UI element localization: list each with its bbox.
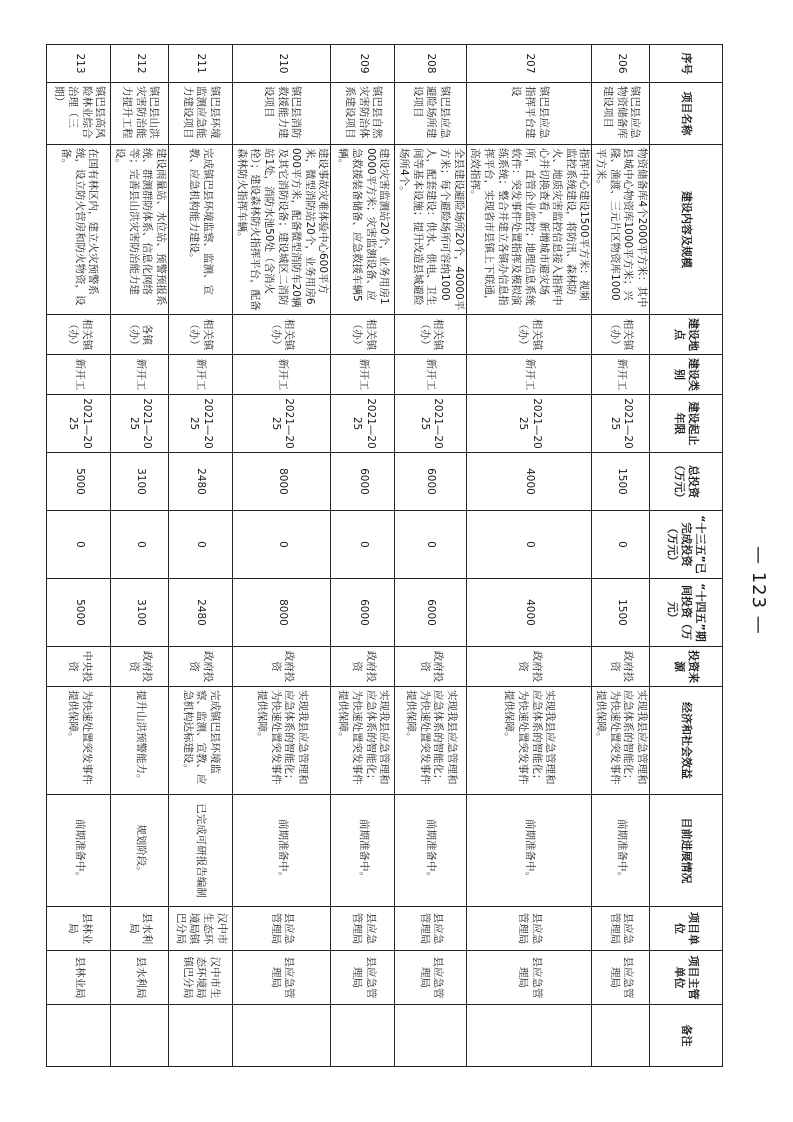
cell-plan14: 6000: [395, 579, 466, 647]
header-done13: “十三五”已完成投资（万元）: [650, 511, 723, 579]
cell-period: 2021—2025: [466, 395, 592, 453]
cell-content: 建设事故灾难体验中心600平方米，微型消防站20个，业务用房6000平方米，配备微型消防车20辆及其它消防设备；建设城区二消防站1处，消防水池50处（含消火栓）；建设森林防火指挥平台，配备森林防火指挥车辆。: [232, 145, 330, 315]
rotated-table-container: [53, 44, 723, 1066]
header-progress: 目前进展情况: [650, 795, 723, 907]
cell-unit: 县应急管理局: [331, 907, 395, 951]
cell-done13: 0: [395, 511, 466, 579]
cell-name: 镇巴县消防救援能力建设项目: [232, 83, 330, 145]
cell-unit: 县应急管理局: [395, 907, 466, 951]
cell-benefit: 实现我县应急管理和应急体系的智能化；为快速处置突发事件提供保障。: [592, 687, 650, 795]
cell-seq: 211: [168, 45, 232, 83]
header-location: 建设地点: [650, 315, 723, 355]
cell-name: 镇巴县高风险林业综合治理（三期）: [47, 83, 111, 145]
cell-total: 5000: [47, 453, 111, 511]
cell-done13: 0: [466, 511, 592, 579]
cell-plan14: 5000: [47, 579, 111, 647]
cell-name: 镇巴县应急避险场所建设项目: [395, 83, 466, 145]
header-plan14: “十四五”期间投资（万元）: [650, 579, 723, 647]
cell-dept: 县应急管理局: [466, 951, 592, 1005]
cell-unit: 县应急管理局: [466, 907, 592, 951]
header-name: 项目名称: [650, 83, 723, 145]
cell-plan14: 3100: [111, 579, 169, 647]
cell-progress: 前期准备中。: [592, 795, 650, 907]
cell-benefit: 为快速处置突发事件提供保障。: [47, 687, 111, 795]
cell-total: 1500: [592, 453, 650, 511]
cell-content: 物资储备库4个2000平方米：其中县城中心物资库1000平方米；兴隆、渔渡、三元片区物资库1000平方米。: [592, 145, 650, 315]
cell-seq: 206: [592, 45, 650, 83]
cell-dept: 县应急管理局: [232, 951, 330, 1005]
cell-seq: 207: [466, 45, 592, 83]
cell-dept: 县应急管理局: [395, 951, 466, 1005]
cell-plan14: 2480: [168, 579, 232, 647]
cell-location: 相关镇（办）: [331, 315, 395, 355]
cell-total: 6000: [395, 453, 466, 511]
page-number: — 123 —: [748, 545, 769, 635]
cell-note: [331, 1005, 395, 1067]
cell-name: 镇巴县山洪灾害防治能力提升工程: [111, 83, 169, 145]
cell-source: 政府投资: [232, 647, 330, 687]
cell-type: 新开工: [111, 355, 169, 395]
cell-type: 新开工: [592, 355, 650, 395]
table-header-row: [650, 45, 723, 1067]
cell-source: 政府投资: [466, 647, 592, 687]
cell-name: 镇巴县自然灾害防治体系建设项目: [331, 83, 395, 145]
cell-progress: 前期准备中。: [232, 795, 330, 907]
cell-seq: 208: [395, 45, 466, 83]
cell-note: [168, 1005, 232, 1067]
cell-done13: 0: [168, 511, 232, 579]
cell-content: 在国有林区内，建立火灾预警系统，设立防火营房和防火物资，设备。: [47, 145, 111, 315]
cell-content: 指挥中心建设1500平方米：视频监控系统建设，将防汛、森林防火、地质灾害监控信息接入指挥中心并切换查看，新增城市避灾场所，直管企业监控；地理信息系统软件：突发事件处置指挥及模拟演练系统；整合并建立各镇办信息指挥平台，实现省市县镇上下联通，高效指挥。: [466, 145, 592, 315]
cell-period: 2021—2025: [232, 395, 330, 453]
cell-benefit: 实现我县应急管理和应急体系的智能化；为快速处置突发事件提供保障。: [232, 687, 330, 795]
cell-source: 政府投资: [395, 647, 466, 687]
table-row: [168, 45, 232, 1067]
cell-progress: 已完成可研报告编制: [168, 795, 232, 907]
cell-done13: 0: [232, 511, 330, 579]
cell-location: 相关镇（办）: [395, 315, 466, 355]
cell-source: 政府投资: [331, 647, 395, 687]
cell-benefit: 实现我县应急管理和应急体系的智能化；为快速处置突发事件提供保障。: [466, 687, 592, 795]
cell-note: [592, 1005, 650, 1067]
cell-name: 镇巴县环境监测应急能力建设项目: [168, 83, 232, 145]
cell-content: 建设灾害监测站20个，业务用房10000平方米；灾害监测设备、应急救援装备储备、应急救援车辆5辆。: [331, 145, 395, 315]
cell-unit: 县应急管理局: [592, 907, 650, 951]
cell-content: 全县建设避险场所20个，40000平方米；每个避险场所可容纳1000人，配套建设：供水、供电、卫生间等基本设施；提升改造县城避险场所4个。: [395, 145, 466, 315]
cell-plan14: 4000: [466, 579, 592, 647]
cell-type: 新开工: [47, 355, 111, 395]
cell-total: 8000: [232, 453, 330, 511]
cell-done13: 0: [331, 511, 395, 579]
cell-type: 新开工: [331, 355, 395, 395]
cell-progress: 前期准备中。: [47, 795, 111, 907]
cell-location: 相关镇（办）: [592, 315, 650, 355]
table-row: [111, 45, 169, 1067]
cell-total: 3100: [111, 453, 169, 511]
cell-benefit: 完成镇巴县环境监察、监测、宣教、应急机构达标建设。: [168, 687, 232, 795]
cell-period: 2021—2025: [168, 395, 232, 453]
cell-location: 相关镇（办）: [232, 315, 330, 355]
header-seq: 序号: [650, 45, 723, 83]
table-row: [331, 45, 395, 1067]
cell-location: 各镇（办）: [111, 315, 169, 355]
cell-dept: 县应急管理局: [592, 951, 650, 1005]
cell-source: 政府投资: [168, 647, 232, 687]
cell-source: 政府投资: [592, 647, 650, 687]
cell-note: [232, 1005, 330, 1067]
cell-note: [47, 1005, 111, 1067]
cell-done13: 0: [47, 511, 111, 579]
cell-period: 2021—2025: [111, 395, 169, 453]
cell-source: 中央投资: [47, 647, 111, 687]
table-row: [592, 45, 650, 1067]
cell-name: 镇巴县应急物资储备库建设项目: [592, 83, 650, 145]
cell-dept: 县应急管理局: [331, 951, 395, 1005]
cell-period: 2021—2025: [331, 395, 395, 453]
header-unit: 项目单位: [650, 907, 723, 951]
cell-done13: 0: [111, 511, 169, 579]
cell-note: [466, 1005, 592, 1067]
cell-note: [111, 1005, 169, 1067]
cell-type: 新开工: [168, 355, 232, 395]
cell-dept: 县林业局: [47, 951, 111, 1005]
cell-seq: 210: [232, 45, 330, 83]
header-type: 建设类别: [650, 355, 723, 395]
cell-seq: 213: [47, 45, 111, 83]
cell-progress: 前期准备中。: [466, 795, 592, 907]
cell-location: 相关镇（办）: [466, 315, 592, 355]
cell-seq: 209: [331, 45, 395, 83]
table-row: [232, 45, 330, 1067]
cell-note: [395, 1005, 466, 1067]
cell-done13: 0: [592, 511, 650, 579]
table-row: [466, 45, 592, 1067]
cell-progress: 前期准备中。: [331, 795, 395, 907]
cell-source: 政府投资: [111, 647, 169, 687]
cell-period: 2021—2025: [47, 395, 111, 453]
cell-unit: 汉中市生态环境局镇巴分局: [168, 907, 232, 951]
project-table: [46, 44, 723, 1067]
cell-location: 相关镇（办）: [47, 315, 111, 355]
cell-period: 2021—2025: [395, 395, 466, 453]
cell-name: 镇巴县应急指挥平台建设: [466, 83, 592, 145]
header-note: 备注: [650, 1005, 723, 1067]
header-source: 投资来源: [650, 647, 723, 687]
cell-benefit: 实现我县应急管理和应急体系的智能化；为快速处置突发事件提供保障。: [395, 687, 466, 795]
cell-location: 相关镇（办）: [168, 315, 232, 355]
cell-unit: 县水利局: [111, 907, 169, 951]
cell-total: 2480: [168, 453, 232, 511]
cell-type: 新开工: [395, 355, 466, 395]
cell-progress: 前期准备中。: [395, 795, 466, 907]
cell-progress: 规划阶段。: [111, 795, 169, 907]
cell-total: 4000: [466, 453, 592, 511]
cell-content: 完成镇巴县环境监察、监测、宣教、应急机构能力建设。: [168, 145, 232, 315]
header-total: 总投资（万元）: [650, 453, 723, 511]
cell-type: 新开工: [466, 355, 592, 395]
table-row: [395, 45, 466, 1067]
header-benefit: 经济和社会效益: [650, 687, 723, 795]
header-dept: 项目主管单位: [650, 951, 723, 1005]
cell-plan14: 1500: [592, 579, 650, 647]
cell-seq: 212: [111, 45, 169, 83]
cell-unit: 县林业局: [47, 907, 111, 951]
cell-content: 建设雨量站、水位站、预警预报系统、群测群防体系、信息化网络等；完善县山洪灾害防治能力建设。: [111, 145, 169, 315]
cell-plan14: 6000: [331, 579, 395, 647]
cell-plan14: 8000: [232, 579, 330, 647]
cell-period: 2021—2025: [592, 395, 650, 453]
cell-benefit: 实现我县应急管理和应急体系的智能化；为快速处置突发事件提供保障。: [331, 687, 395, 795]
cell-dept: 县水利局: [111, 951, 169, 1005]
header-period: 建设起止年限: [650, 395, 723, 453]
cell-dept: 汉中市生态环境局镇巴分局: [168, 951, 232, 1005]
header-content: 建设内容及规模: [650, 145, 723, 315]
cell-type: 新开工: [232, 355, 330, 395]
table-row: [47, 45, 111, 1067]
cell-benefit: 提升山洪预警能力。: [111, 687, 169, 795]
cell-unit: 县应急管理局: [232, 907, 330, 951]
cell-total: 6000: [331, 453, 395, 511]
